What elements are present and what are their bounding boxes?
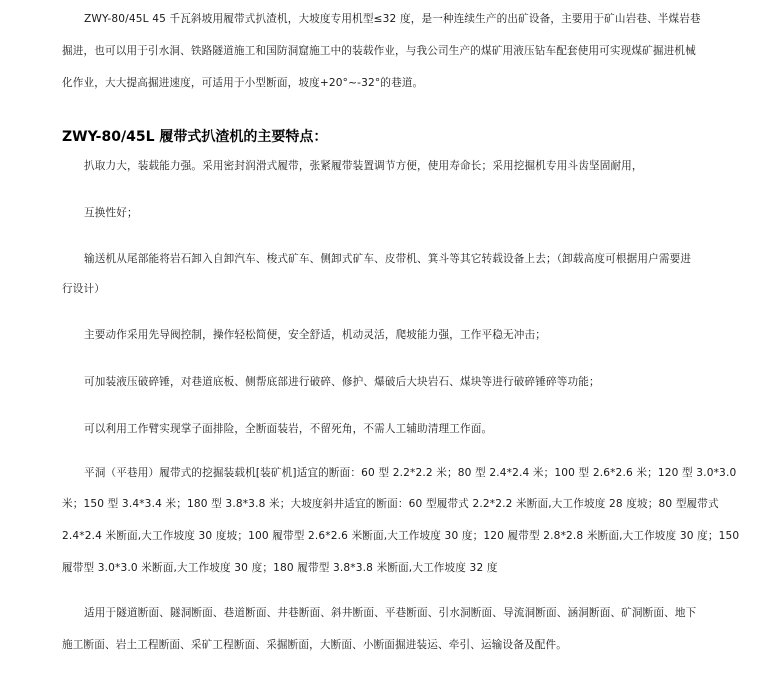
feature-2: 互换性好； — [84, 207, 138, 219]
intro-line-2: 掘进，也可以用于引水洞、铁路隧道施工和国防洞窟施工中的装载作业，与我公司生产的煤矿用液压钻车配套使用可实现煤矿掘进机械 — [62, 45, 696, 57]
feature-3-line-1: 输送机从尾部能将岩石卸入自卸汽车、梭式矿车、侧卸式矿车、皮带机、箕斗等其它转载设备上去；（卸载高度可根据用户需要进 — [84, 253, 692, 265]
feature-7-line-3: 2.4*2.4 米断面,大工作坡度 30 度坡；100 履带型 2.6*2.6 米断面,大工作坡度 30 度；120 履带型 2.8*2.8 米断面,大工作坡度 30 度；150 — [62, 530, 740, 542]
feature-5: 可加装液压破碎锤，对巷道底板、侧帮底部进行破碎、修护、爆破后大块岩石、煤块等进行破碎锤碎等功能； — [84, 376, 600, 388]
feature-7-line-2: 米；150 型 3.4*3.4 米；180 型 3.8*3.8 米；大坡度斜井适宜的断面：60 型履带式 2.2*2.2 米断面,大工作坡度 28 度坡；80 型履带式 — [62, 498, 719, 510]
feature-3-line-2: 行设计） — [62, 283, 105, 295]
feature-6: 可以利用工作臂实现掌子面排险，全断面装岩，不留死角，不需人工辅助清理工作面。 — [84, 423, 493, 435]
feature-4: 主要动作采用先导阀控制，操作轻松简便，安全舒适，机动灵活，爬坡能力强，工作平稳无冲击； — [84, 329, 546, 341]
intro-line-1: ZWY-80/45L 45 千瓦斜坡用履带式扒渣机，大坡度专用机型≤32 度，是一种连续生产的出矿设备，主要用于矿山岩巷、半煤岩巷 — [84, 13, 701, 25]
section-title: ZWY-80/45L 履带式扒渣机的主要特点： — [62, 129, 328, 145]
feature-8-line-1: 适用于隧道断面、隧洞断面、巷道断面、井巷断面、斜井断面、平巷断面、引水洞断面、导流洞断面、涵洞断面、矿洞断面、地下 — [84, 607, 697, 619]
intro-line-3: 化作业，大大提高掘进速度，可适用于小型断面，坡度+20°~-32°的巷道。 — [62, 77, 424, 89]
feature-7-line-1: 平洞（平巷用）履带式的挖掘装载机[装矿机]适宜的断面：60 型 2.2*2.2 米；80 型 2.4*2.4 米；100 型 2.6*2.6 米；120 型 3.0*3.0 — [84, 467, 737, 479]
feature-1: 扒取力大，装载能力强。采用密封润滑式履带，张紧履带装置调节方便，使用寿命长；采用挖掘机专用斗齿坚固耐用， — [84, 160, 643, 172]
feature-7-line-4: 履带型 3.0*3.0 米断面,大工作坡度 30 度；180 履带型 3.8*3.8 米断面,大工作坡度 32 度 — [62, 562, 498, 574]
feature-8-line-2: 施工断面、岩土工程断面、采矿工程断面、采掘断面，大断面、小断面掘进装运、牵引、运输设备及配件。 — [62, 639, 567, 651]
